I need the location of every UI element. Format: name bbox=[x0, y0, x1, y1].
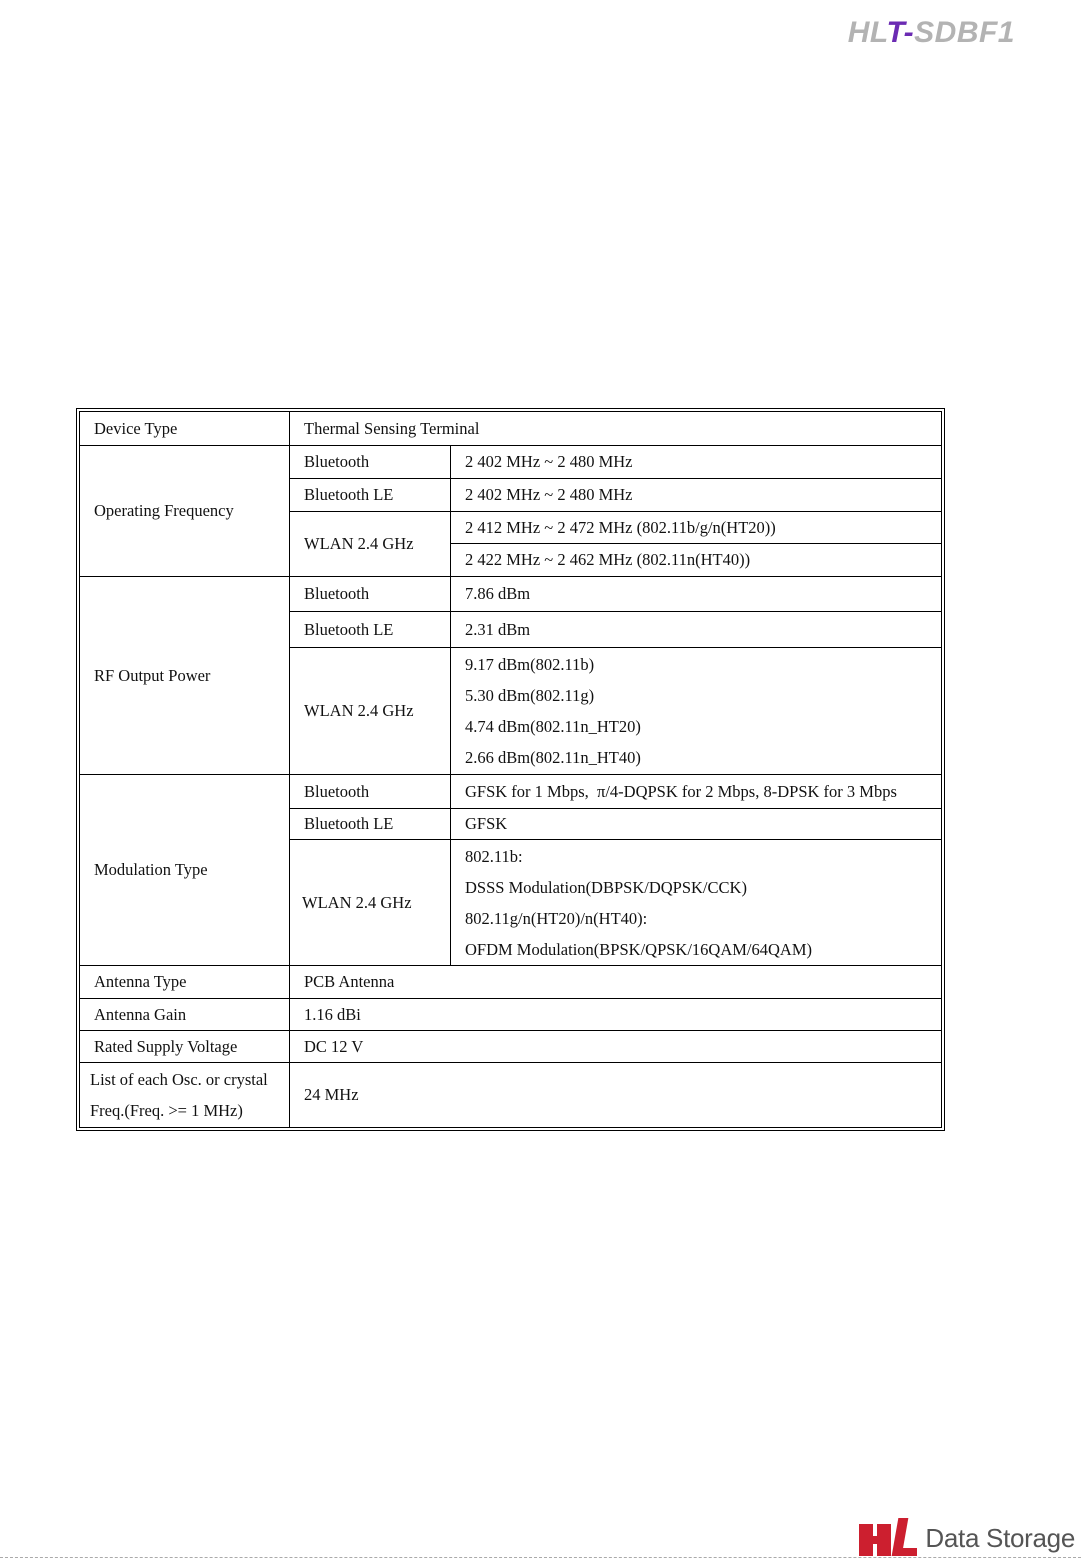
rf-wlan-label: WLAN 2.4 GHz bbox=[290, 648, 451, 775]
opfreq-wlan-value-1: 2 412 MHz ~ 2 472 MHz (802.11b/g/n(HT20)) bbox=[451, 512, 942, 544]
rf-bluetooth-label: Bluetooth bbox=[290, 577, 451, 612]
oscillator-label bbox=[80, 1063, 290, 1128]
operating-frequency-label: Operating Frequency bbox=[80, 446, 290, 577]
table-row-rated-supply-voltage bbox=[80, 1031, 942, 1063]
rated-supply-voltage-label: Rated Supply Voltage bbox=[80, 1031, 290, 1063]
mod-wlan-value-3: 802.11g/n(HT20)/n(HT40): bbox=[465, 908, 648, 928]
logo-accent: T- bbox=[886, 16, 915, 49]
mod-bluetooth-label: Bluetooth bbox=[290, 775, 451, 809]
rf-bluetooth-value: 7.86 dBm bbox=[451, 577, 942, 612]
antenna-gain-value: 1.16 dBi bbox=[290, 999, 942, 1031]
rf-wlan-value-3: 4.74 dBm(802.11n_HT20) bbox=[465, 717, 641, 736]
opfreq-bluetooth-label: Bluetooth bbox=[290, 446, 451, 479]
antenna-type-value: PCB Antenna bbox=[290, 966, 942, 999]
opfreq-bluetooth-le-value: 2 402 MHz ~ 2 480 MHz bbox=[451, 479, 942, 512]
rf-wlan-value-2: 5.30 dBm(802.11g) bbox=[465, 686, 595, 705]
rf-bluetooth-le-label: Bluetooth LE bbox=[290, 612, 451, 648]
footer-logo-text: Data Storage bbox=[925, 1522, 1075, 1553]
rf-wlan-values bbox=[451, 648, 942, 775]
mod-bluetooth-le-value: GFSK bbox=[451, 809, 942, 840]
mod-wlan-value-4: OFDM Modulation(BPSK/QPSK/16QAM/64QAM) bbox=[465, 939, 813, 959]
device-type-label: Device Type bbox=[80, 412, 290, 446]
mod-wlan-label: WLAN 2.4 GHz bbox=[290, 840, 451, 966]
opfreq-wlan-label: WLAN 2.4 GHz bbox=[290, 512, 451, 577]
opfreq-bluetooth-le-label: Bluetooth LE bbox=[290, 479, 451, 512]
table-row-device-type bbox=[80, 412, 942, 446]
rf-output-power-label: RF Output Power bbox=[80, 577, 290, 775]
rf-wlan-value-4: 2.66 dBm(802.11n_HT40) bbox=[465, 748, 641, 767]
header-product-logo bbox=[848, 16, 1015, 50]
oscillator-value: 24 MHz bbox=[290, 1063, 942, 1128]
rf-bluetooth-le-value: 2.31 dBm bbox=[451, 612, 942, 648]
table-row-rf-bluetooth bbox=[80, 577, 942, 612]
table-row-opfreq-bluetooth bbox=[80, 446, 942, 479]
antenna-type-label: Antenna Type bbox=[80, 966, 290, 999]
logo-suffix: SDBF1 bbox=[914, 16, 1015, 49]
spec-table-frame bbox=[76, 408, 945, 1131]
table-row-mod-bluetooth bbox=[80, 775, 942, 809]
oscillator-label-line-1: List of each Osc. or crystal bbox=[90, 1070, 268, 1089]
table-row-antenna-gain bbox=[80, 999, 942, 1031]
footer-company-logo bbox=[859, 1516, 1075, 1560]
mod-wlan-value-1: 802.11b: bbox=[465, 846, 523, 866]
opfreq-bluetooth-value: 2 402 MHz ~ 2 480 MHz bbox=[451, 446, 942, 479]
mod-wlan-values bbox=[451, 840, 942, 966]
rf-wlan-value-1: 9.17 dBm(802.11b) bbox=[465, 655, 595, 674]
rated-supply-voltage-value: DC 12 V bbox=[290, 1031, 942, 1063]
device-type-value: Thermal Sensing Terminal bbox=[290, 412, 942, 446]
hl-logo-mark-icon bbox=[859, 1518, 917, 1558]
mod-bluetooth-value: GFSK for 1 Mbps, π/4-DQPSK for 2 Mbps, 8-DPSK for 3 Mbps bbox=[451, 775, 942, 809]
logo-prefix: HL bbox=[847, 16, 887, 49]
modulation-type-label: Modulation Type bbox=[80, 775, 290, 966]
table-row-antenna-type bbox=[80, 966, 942, 999]
mod-bluetooth-le-label: Bluetooth LE bbox=[290, 809, 451, 840]
opfreq-wlan-value-2: 2 422 MHz ~ 2 462 MHz (802.11n(HT40)) bbox=[451, 544, 942, 577]
spec-table bbox=[79, 411, 942, 1128]
oscillator-label-line-2: Freq.(Freq. >= 1 MHz) bbox=[90, 1101, 243, 1120]
antenna-gain-label: Antenna Gain bbox=[80, 999, 290, 1031]
table-row-oscillator bbox=[80, 1063, 942, 1128]
mod-wlan-value-2: DSSS Modulation(DBPSK/DQPSK/CCK) bbox=[465, 877, 747, 897]
